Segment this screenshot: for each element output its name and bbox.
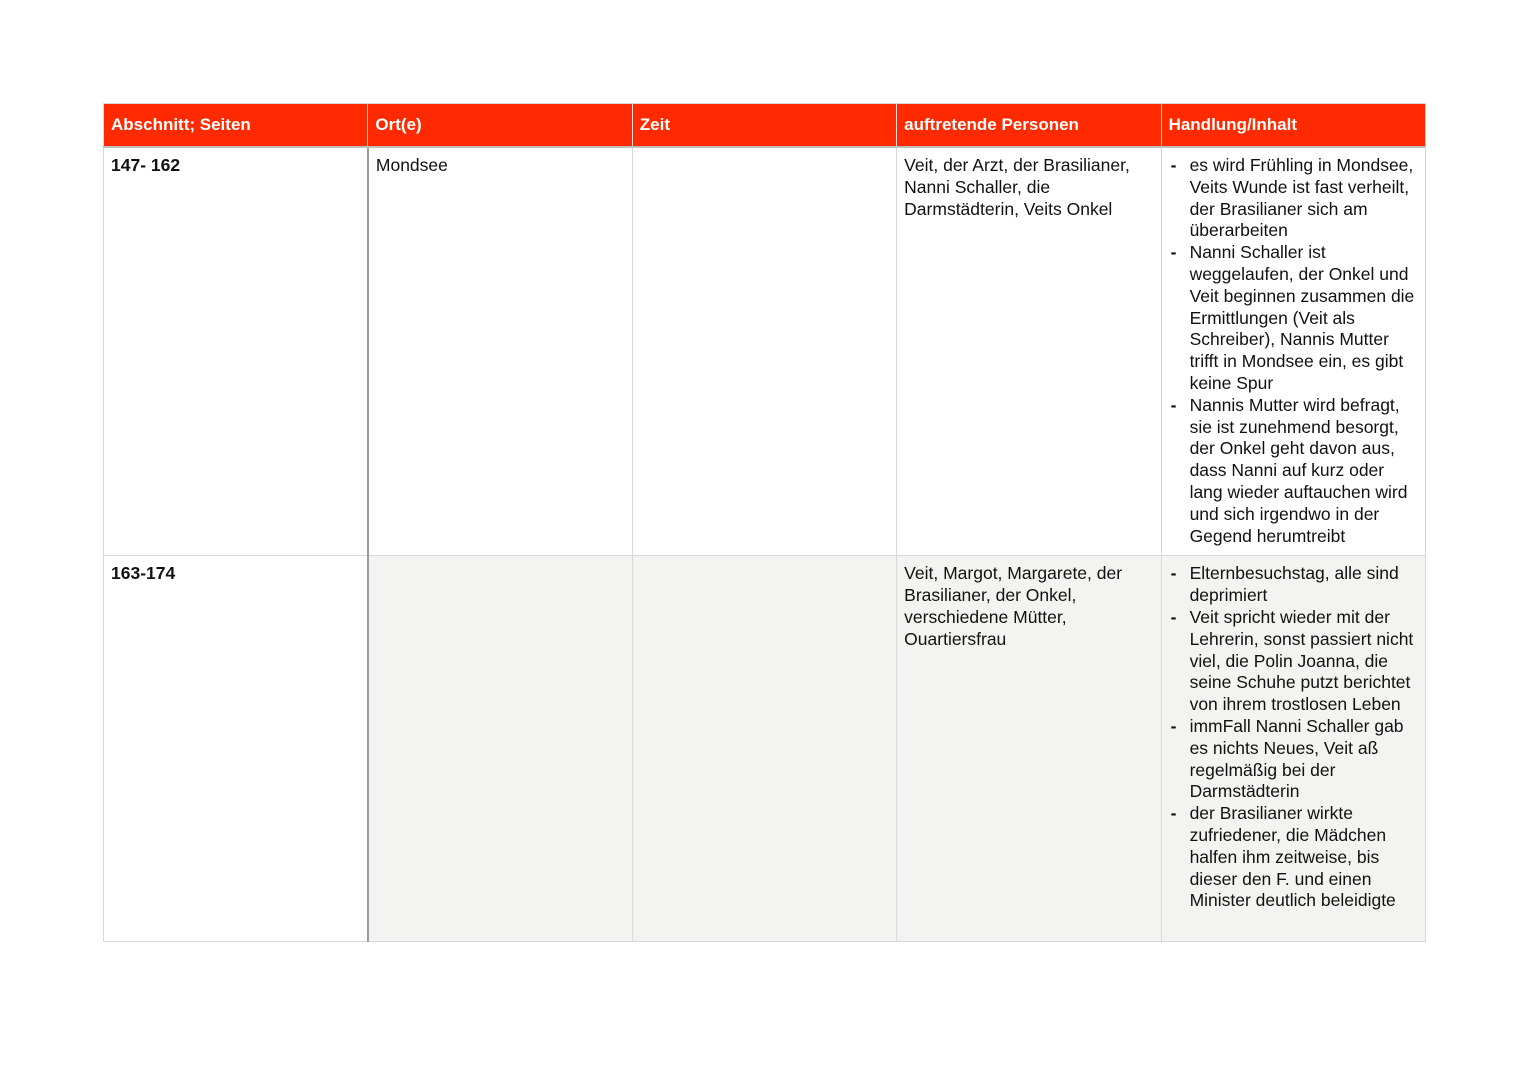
list-item-text: Veit spricht wieder mit der Lehrerin, sonst passiert nicht viel, die Polin Joanna, die seine Schuhe putzt berichtet von ihrem trostlosen Leben: [1189, 606, 1414, 715]
cell-zeit: [632, 556, 896, 942]
cell-abschnitt: 163-174: [104, 556, 368, 942]
cell-handlung: [1161, 147, 1425, 556]
dash-marker: -: [1170, 606, 1177, 627]
table-row: [104, 556, 1426, 942]
list-item: [1169, 716, 1418, 803]
cell-zeit: [632, 147, 896, 556]
dash-marker: -: [1170, 803, 1177, 824]
list-item: [1169, 395, 1418, 548]
header-personen: auftretende Personen: [897, 104, 1161, 148]
list-item: [1169, 607, 1418, 716]
cell-handlung: [1161, 556, 1425, 942]
dash-marker: -: [1170, 563, 1177, 584]
table-row: [104, 147, 1426, 556]
cell-personen: Veit, der Arzt, der Brasilianer, Nanni Schaller, die Darmstädterin, Veits Onkel: [897, 147, 1161, 556]
handlung-list: [1169, 563, 1418, 912]
list-item-text: immFall Nanni Schaller gab es nichts Neues, Veit aß regelmäßig bei der Darmstädterin: [1189, 715, 1404, 802]
header-zeit: Zeit: [632, 104, 896, 148]
document-table: [103, 103, 1426, 942]
cell-orte: [368, 556, 632, 942]
cell-personen: Veit, Margot, Margarete, der Brasilianer, der Onkel, verschiedene Mütter, Ouartiersfrau: [897, 556, 1161, 942]
list-item-text: Nannis Mutter wird befragt, sie ist zunehmend besorgt, der Onkel geht davon aus, dass Nanni auf kurz oder lang wieder auftauchen wird und sich irgendwo in der Gegend herumtreibt: [1189, 394, 1408, 546]
dash-marker: -: [1170, 394, 1177, 415]
list-item-text: Nanni Schaller ist weggelaufen, der Onkel und Veit beginnen zusammen die Ermittlungen (Veit als Schreiber), Nannis Mutter trifft in Mondsee ein, es gibt keine Spur: [1189, 242, 1415, 393]
cell-abschnitt: 147- 162: [104, 147, 368, 556]
dash-marker: -: [1170, 155, 1177, 175]
cell-orte: Mondsee: [368, 147, 632, 556]
handlung-list: [1169, 155, 1418, 547]
list-item: [1169, 242, 1418, 395]
dash-marker: -: [1170, 715, 1177, 736]
list-item: [1169, 155, 1418, 242]
list-item: [1169, 563, 1418, 607]
list-item-text: Elternbesuchstag, alle sind deprimiert: [1189, 563, 1399, 606]
dash-marker: -: [1170, 242, 1177, 263]
list-item-text: der Brasilianer wirkte zufriedener, die Mädchen halfen ihm zeitweise, bis dieser den F. und einen Minister deutlich beleidigte: [1189, 803, 1396, 911]
table-header-row: [104, 104, 1426, 148]
list-item: [1169, 803, 1418, 912]
header-handlung: Handlung/Inhalt: [1161, 104, 1425, 148]
header-orte: Ort(e): [368, 104, 632, 148]
header-abschnitt: Abschnitt; Seiten: [104, 104, 368, 148]
list-item-text: es wird Frühling in Mondsee, Veits Wunde ist fast verheilt, der Brasilianer sich am überarbeiten: [1189, 155, 1414, 241]
